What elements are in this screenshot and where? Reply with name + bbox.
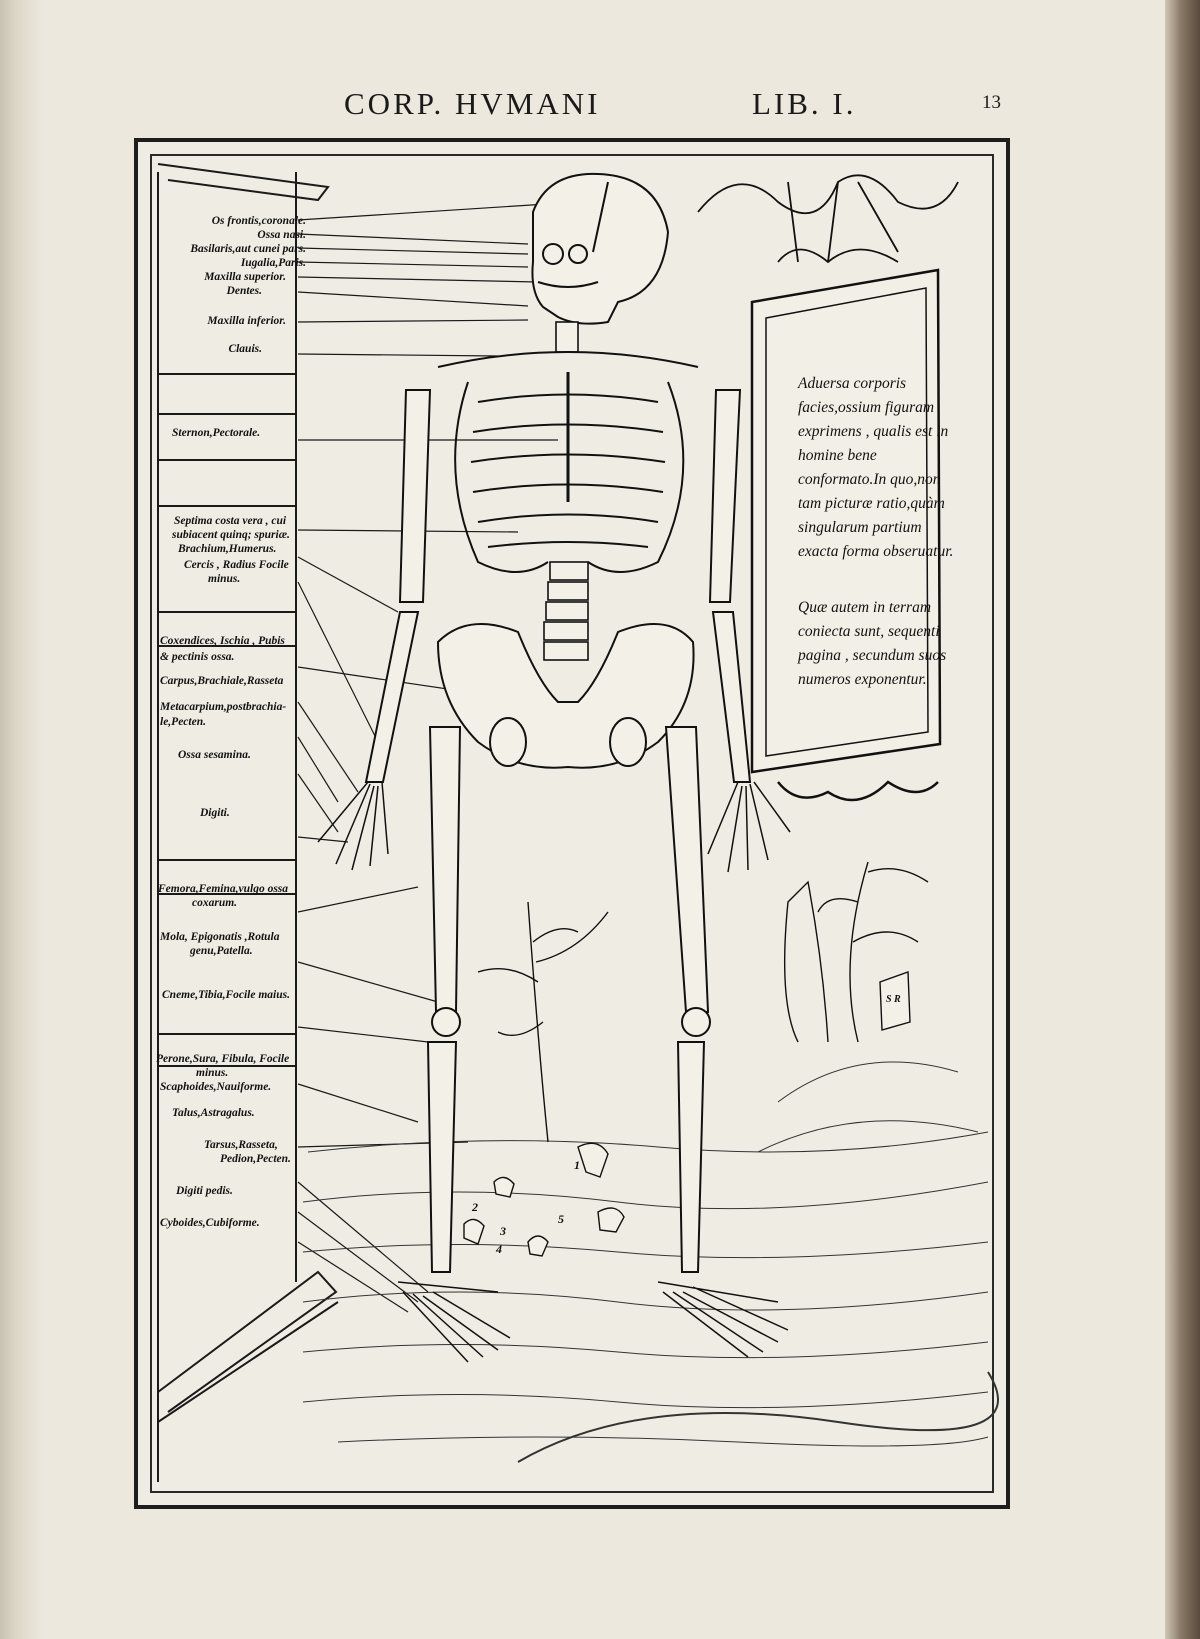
- book-edge: [1165, 0, 1200, 1639]
- label-coxendices-2: & pectinis ossa.: [160, 651, 235, 663]
- page-gutter: [0, 0, 42, 1639]
- label-basilaris: Basilaris,aut cunei pars.: [190, 243, 306, 255]
- skeleton-illustration: [138, 142, 1006, 1505]
- label-mola-2: genu,Patella.: [190, 945, 253, 957]
- label-os-frontis: Os frontis,coronale.: [211, 215, 306, 227]
- label-brachium: Brachium,Humerus.: [178, 543, 277, 555]
- label-femora-2: coxarum.: [192, 897, 238, 909]
- label-iugalia: Iugalia,Paris.: [240, 257, 306, 269]
- label-talus: Talus,Astragalus.: [172, 1107, 255, 1119]
- book-number: LIB. I.: [752, 86, 857, 121]
- label-metacarpium: Metacarpium,postbrachia-: [160, 701, 287, 713]
- bone-number-4: 4: [496, 1242, 502, 1256]
- label-tarsus: Tarsus,Rasseta,: [204, 1139, 278, 1151]
- bone-number-3: 3: [500, 1224, 506, 1238]
- label-cercis-2: minus.: [208, 573, 241, 585]
- label-femora: Femora,Femina,vulgo ossa: [158, 883, 289, 895]
- label-mola: Mola, Epigonatis ,Rotula: [160, 931, 280, 943]
- folio-number: 13: [982, 92, 1001, 113]
- label-scaphoides: Scaphoides,Nauiforme.: [160, 1081, 272, 1093]
- caption-paragraph-2: Quæ autem in terram coniecta sunt, sequenti pagina , secundum suos numeros exponentur.: [798, 599, 947, 688]
- label-clauis: Clauis.: [228, 343, 262, 355]
- label-digiti: Digiti.: [200, 807, 230, 819]
- plate-caption: [798, 372, 958, 724]
- running-title: CORP. HVMANI: [344, 86, 601, 121]
- label-cyboides: Cyboides,Cubiforme.: [160, 1217, 260, 1229]
- woodcut-plate: [134, 138, 1010, 1509]
- label-sternon: Sternon,Pectorale.: [172, 427, 261, 439]
- label-ossa-nasi: Ossa nasi.: [257, 229, 306, 241]
- label-digiti-pedis: Digiti pedis.: [176, 1185, 233, 1197]
- bone-number-5: 5: [558, 1212, 564, 1226]
- label-coxendices: Coxendices, Ischia , Pubis: [160, 635, 285, 647]
- label-cercis: Cercis , Radius Focile: [184, 559, 289, 571]
- label-perone: Perone,Sura, Fibula, Focile: [156, 1053, 290, 1065]
- label-maxilla-inferior: Maxilla inferior.: [207, 315, 286, 327]
- label-maxilla-superior: Maxilla superior.: [204, 271, 286, 283]
- label-ossa-sesamina: Ossa sesamina.: [178, 749, 251, 761]
- label-dentes: Dentes.: [226, 285, 262, 297]
- label-cneme: Cneme,Tibia,Focile maius.: [162, 989, 290, 1001]
- running-header: [0, 86, 1170, 126]
- caption-paragraph-1: Aduersa corporis facies,ossium figuram exprimens , qualis est in homine bene conformato.In quo,non tam picturæ ratio,quàm singularum partium exacta forma obseruatur.: [798, 375, 954, 560]
- label-tarsus-2: Pedion,Pecten.: [220, 1153, 291, 1165]
- label-perone-2: minus.: [196, 1067, 229, 1079]
- label-septima-costa: Septima costa vera , cui: [174, 515, 287, 527]
- monogram: S R: [886, 994, 901, 1005]
- label-carpus: Carpus,Brachiale,Rasseta: [160, 675, 284, 687]
- label-metacarpium-2: le,Pecten.: [160, 716, 206, 728]
- bone-number-2: 2: [472, 1200, 478, 1214]
- label-septima-costa-2: subiacent quinq; spuriæ.: [172, 529, 290, 541]
- bone-number-1: 1: [574, 1158, 580, 1172]
